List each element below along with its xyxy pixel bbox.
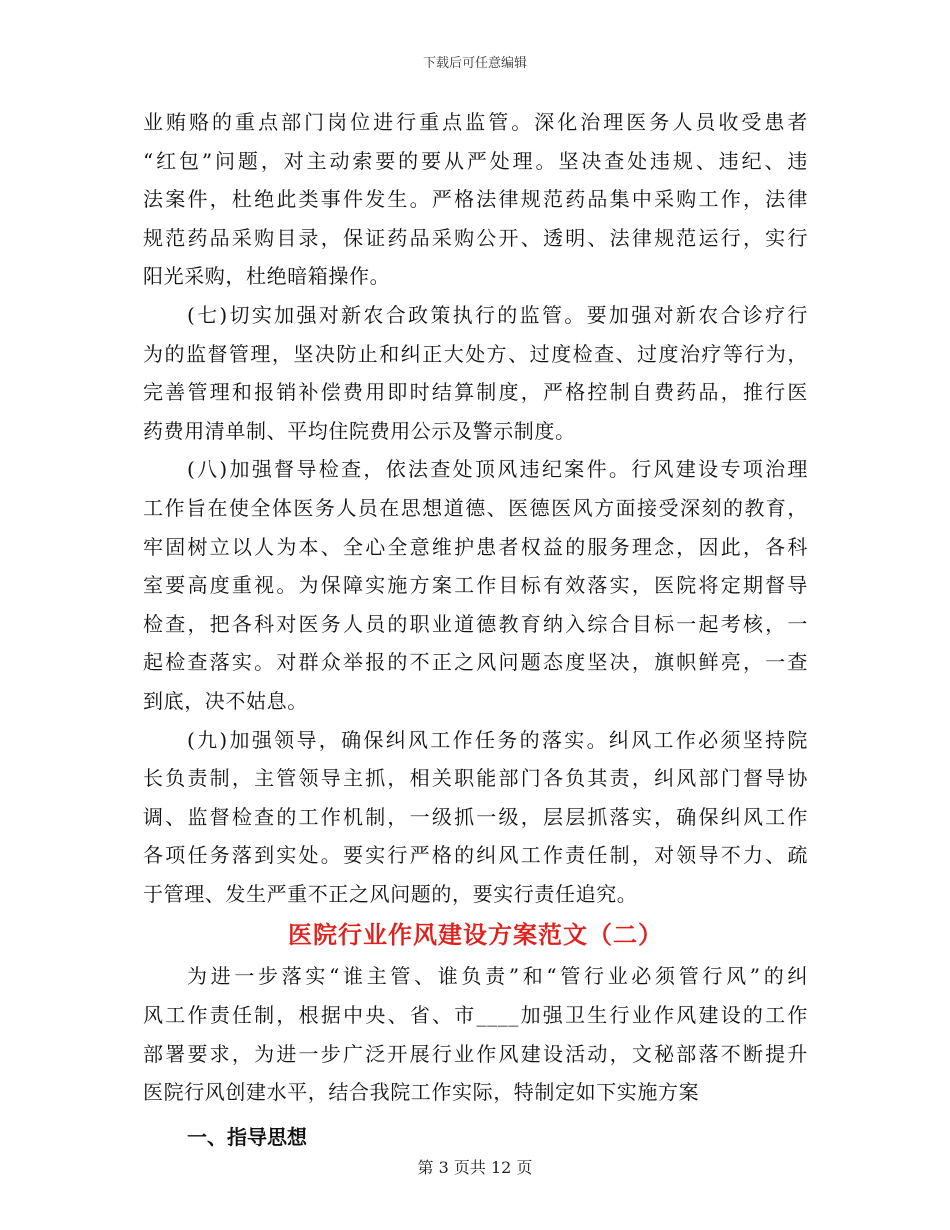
paragraph-continuation (143, 103, 808, 296)
text-line: 药费用清单制、平均住院费用公示及警示制度。 (143, 418, 576, 443)
page-footer: 第 3 页共 12 页 (417, 1158, 533, 1177)
text-line: 各项任务落到实处。要实行严格的纠风工作责任制，对领导不力、疏 (143, 843, 808, 868)
text-line: 为进一步落实“谁主管、谁负责”和“管行业必须管行风”的纠 (187, 964, 808, 989)
text-line: 为的监督管理，坚决防止和纠正大处方、过度检查、过度治疗等行为， (143, 341, 808, 366)
paragraph-item-8 (143, 450, 808, 720)
document-body (143, 103, 808, 1162)
text-line: (九)加强领导，确保纠风工作任务的落实。纠风工作必须坚持院 (187, 727, 808, 752)
text-line: 长负责制，主管领导主抓，相关职能部门各负其责，纠风部门督导协 (143, 766, 808, 791)
text-line: 工作旨在使全体医务人员在思想道德、医德医风方面接受深刻的教育， (143, 495, 808, 520)
text-line: 室要高度重视。为保障实施方案工作目标有效落实，医院将定期督导 (143, 573, 808, 598)
text-line: 起检查落实。对群众举报的不正之风问题态度坚决，旗帜鲜亮，一查 (143, 650, 808, 675)
page-header: 下载后可任意编辑 (422, 56, 527, 71)
text-line: 到底，决不姑息。 (143, 688, 308, 713)
text-line: 部署要求，为进一步广泛开展行业作风建设活动，文秘部落不断提升 (143, 1041, 808, 1066)
paragraph-item-7 (143, 296, 808, 450)
text-line: (七)切实加强对新农合政策执行的监管。要加强对新农合诊疗行 (187, 302, 808, 327)
text-line: 牢固树立以人为本、全心全意维护患者权益的服务理念，因此，各科 (143, 534, 808, 559)
text-line: 法案件，杜绝此类事件发生。严格法律规范药品集中采购工作，法律 (143, 187, 808, 212)
text-line: 业贿赂的重点部门岗位进行重点监管。深化治理医务人员收受患者 (143, 110, 808, 134)
text-line: 风工作责任制，根据中央、省、市____加强卫生行业作风建设的工作 (143, 1003, 808, 1028)
text-line: 调、监督检查的工作机制，一级抓一级，层层抓落实，确保纠风工作 (143, 804, 808, 829)
text-line: 阳光采购，杜绝暗箱操作。 (143, 264, 391, 289)
section-title: 医院行业作风建设方案范文（二） (288, 920, 663, 950)
text-line: 规范药品采购目录，保证药品采购公开、透明、法律规范运行，实行 (143, 225, 808, 250)
paragraph-intro (143, 957, 808, 1111)
text-line: 于管理、发生严重不正之风问题的，要实行责任追究。 (143, 881, 638, 906)
paragraph-item-9 (143, 721, 808, 914)
text-line: 完善管理和报销补偿费用即时结算制度，严格控制自费药品，推行医 (143, 380, 808, 405)
text-line: (八)加强督导检查，依法查处顶风违纪案件。行风建设专项治理 (187, 457, 808, 482)
text-line: “红包”问题，对主动索要的要从严处理。坚决查处违规、违纪、违 (143, 148, 808, 173)
text-line: 检查，把各科对医务人员的职业道德教育纳入综合目标一起考核，一 (143, 611, 808, 636)
section-heading: 一、指导思想 (187, 1124, 307, 1149)
text-line: 医院行风创建水平，结合我院工作实际，特制定如下实施方案 (143, 1080, 700, 1105)
